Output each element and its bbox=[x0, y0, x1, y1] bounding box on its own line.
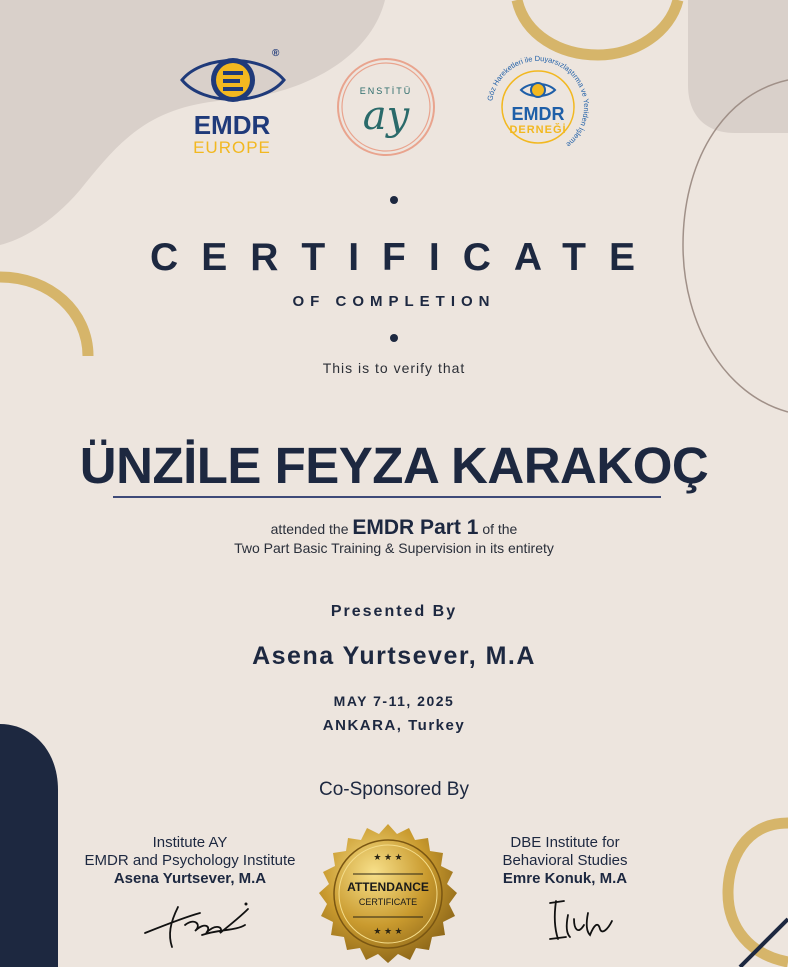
attendance-seal bbox=[313, 822, 463, 967]
registered-mark: ® bbox=[272, 48, 280, 59]
dernegi-title: EMDR bbox=[511, 104, 565, 124]
enstitu-ay-logo bbox=[334, 55, 438, 159]
presenter-name: Asena Yurtsever, M.A bbox=[252, 642, 536, 670]
left-gold-arc bbox=[0, 277, 88, 356]
attended-line bbox=[0, 516, 788, 540]
cosponsored-by-label: Co-Sponsored By bbox=[319, 779, 469, 800]
right-signature-icon bbox=[540, 895, 620, 945]
enstitu-script: ay bbox=[362, 93, 410, 139]
right-sponsor-line1: DBE Institute for bbox=[510, 834, 620, 851]
top-dot bbox=[390, 196, 398, 204]
event-dates: MAY 7-11, 2025 bbox=[333, 693, 455, 709]
training-description: Two Part Basic Training & Supervision in its entirety bbox=[234, 540, 554, 556]
left-sponsor-signatory: Asena Yurtsever, M.A bbox=[113, 870, 267, 887]
event-location: ANKARA, Turkey bbox=[322, 717, 466, 734]
enstitu-label: ENSTİTÜ bbox=[359, 86, 413, 96]
gold-seal-icon bbox=[313, 822, 463, 967]
attended-prefix: attended the bbox=[270, 521, 349, 537]
bottom-left-navy-shape bbox=[0, 724, 58, 967]
certificate-subtitle: OF COMPLETION bbox=[292, 293, 496, 310]
left-sponsor bbox=[70, 834, 310, 888]
verify-text: This is to verify that bbox=[322, 360, 466, 376]
right-sponsor-line2: Behavioral Studies bbox=[502, 852, 628, 869]
presented-by-label: Presented By bbox=[330, 603, 458, 620]
attended-suffix: of the bbox=[482, 521, 518, 537]
emdr-europe-subtitle: EUROPE bbox=[193, 138, 271, 157]
dernegi-subtitle: DERNEĞİ bbox=[509, 124, 567, 136]
top-gold-arc bbox=[517, 0, 678, 55]
seal-line2: CERTIFICATE bbox=[358, 897, 418, 907]
left-sponsor-line1: Institute AY bbox=[152, 834, 228, 851]
seal-stars-bottom: ★ ★ ★ bbox=[373, 926, 403, 936]
emdr-europe-logo bbox=[178, 48, 288, 158]
name-underline bbox=[113, 496, 661, 498]
top-right-blob bbox=[688, 0, 788, 133]
middle-dot bbox=[390, 334, 398, 342]
certificate-title: CERTIFICATE bbox=[150, 236, 658, 279]
recipient-name: ÜNZİLE FEYZA KARAKOÇ bbox=[79, 437, 709, 494]
right-sponsor bbox=[470, 834, 660, 888]
left-sponsor-line2: EMDR and Psychology Institute bbox=[84, 852, 296, 869]
emdr-europe-title: EMDR bbox=[193, 110, 271, 140]
seal-stars-top: ★ ★ ★ bbox=[373, 852, 403, 862]
right-sponsor-signatory: Emre Konuk, M.A bbox=[502, 870, 628, 887]
seal-line1: ATTENDANCE bbox=[347, 880, 429, 894]
bottom-right-gold-arc bbox=[728, 823, 788, 962]
emdr-dernegi-logo bbox=[483, 52, 593, 162]
left-signature-icon bbox=[140, 895, 255, 953]
course-name: EMDR Part 1 bbox=[352, 516, 479, 539]
dernegi-ring-text: Göz Hareketleri ile Duyarsızlaştırma ve Yeniden İşleme bbox=[485, 53, 592, 150]
